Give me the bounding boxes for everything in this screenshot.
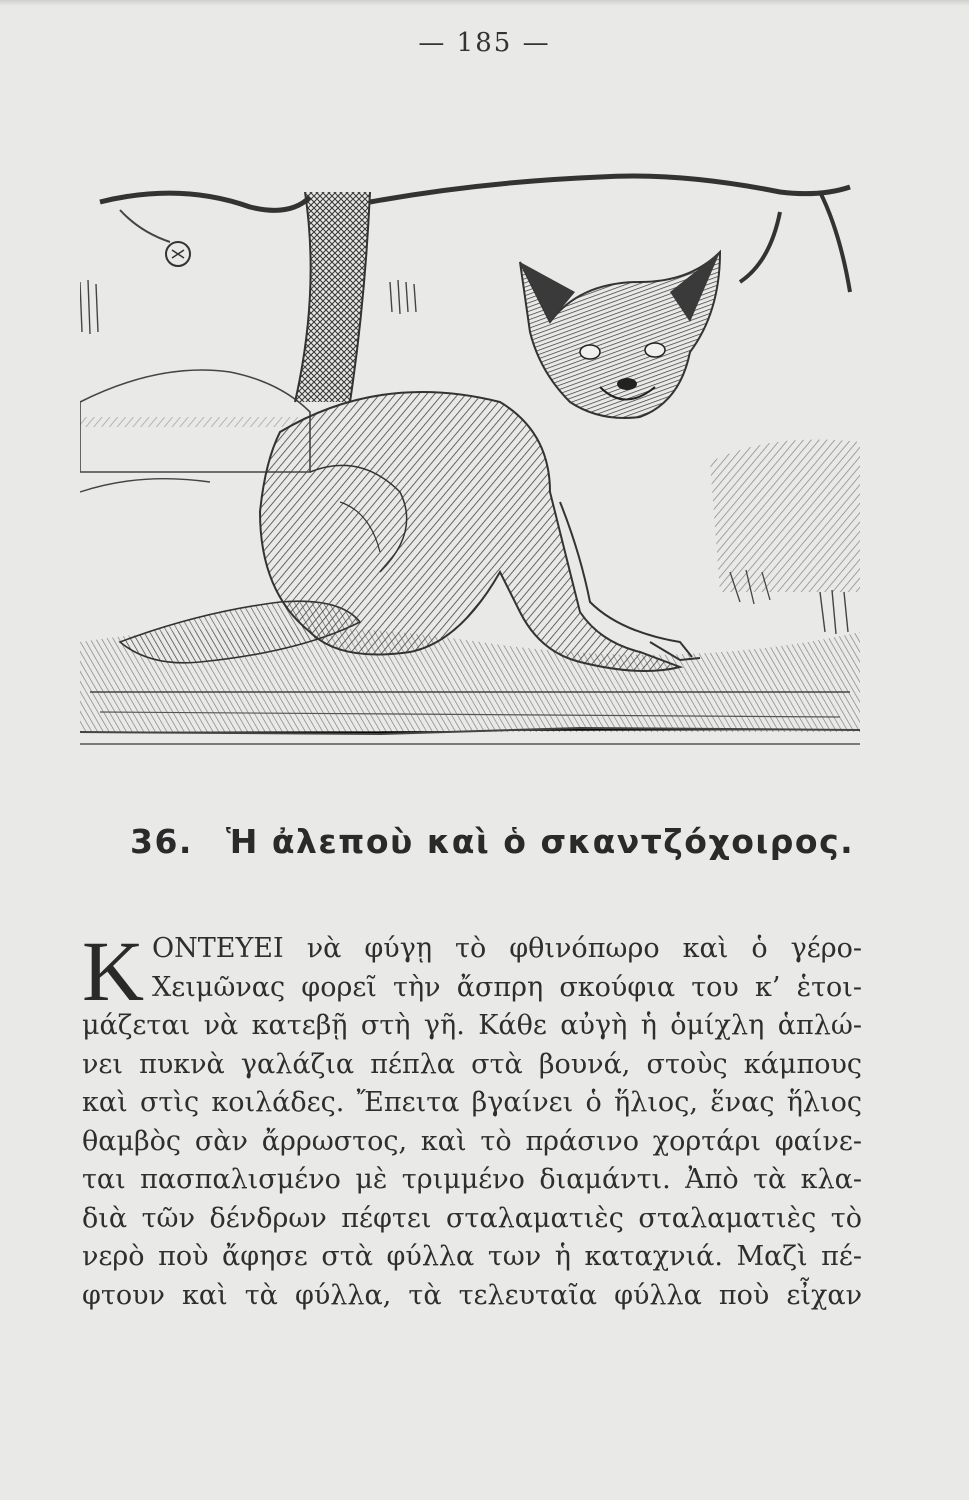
chapter-title: Ἡ ἀλεποὺ καὶ ὁ σκαντζόχοιρος. <box>225 822 855 861</box>
text-line: νει πυκνὰ γαλάζια πέπλα στὰ βουνά, στοὺς κάμπους <box>82 1048 862 1080</box>
page-edge <box>0 0 969 6</box>
text-line: φτουν καὶ τὰ φύλλα, τὰ τελευταῖα φύλλα ποὺ εἶχαν <box>82 1279 862 1311</box>
text-line: θαμβὸς σὰν ἄρρωστος, καὶ τὸ πράσινο χορτάρι φαίνε- <box>82 1125 862 1157</box>
text-line: διὰ τῶν δένδρων πέφτει σταλαματιὲς σταλαματιὲς τὸ <box>82 1202 862 1234</box>
chapter-heading <box>130 822 890 861</box>
drop-cap: K <box>82 923 145 1019</box>
page-number: — 185 — <box>418 28 551 58</box>
tree <box>100 176 850 402</box>
body-text <box>82 923 862 1315</box>
text-line: ONTEYEI νὰ φύγῃ τὸ φθινόπωρο καὶ ὁ γέρο- <box>152 933 862 964</box>
text-line: νερὸ ποὺ ἄφησε στὰ φύλλα των ἡ καταχνιά. Μαζὶ πέ- <box>82 1241 862 1272</box>
fox-illustration <box>80 172 860 752</box>
text-line: καὶ στὶς κοιλάδες. Ἔπειτα βγαίνει ὁ ἥλιος, ἕνας ἥλιος <box>82 1087 862 1118</box>
chapter-number: 36. <box>130 822 193 861</box>
text-line: μάζεται νὰ κατεβῇ στὴ γῆ. Κάθε αὐγὴ ἡ ὁμίχλη ἁπλώ- <box>82 1010 862 1041</box>
text-line: Χειμῶνας φορεῖ τὴν ἄσπρη σκούφια του κ’ ἑτοι- <box>152 971 862 1003</box>
text-line: ται πασπαλισμένο μὲ τριμμένο διαμάντι. Ἀπὸ τὰ κλα- <box>82 1164 862 1195</box>
fox <box>120 252 720 671</box>
